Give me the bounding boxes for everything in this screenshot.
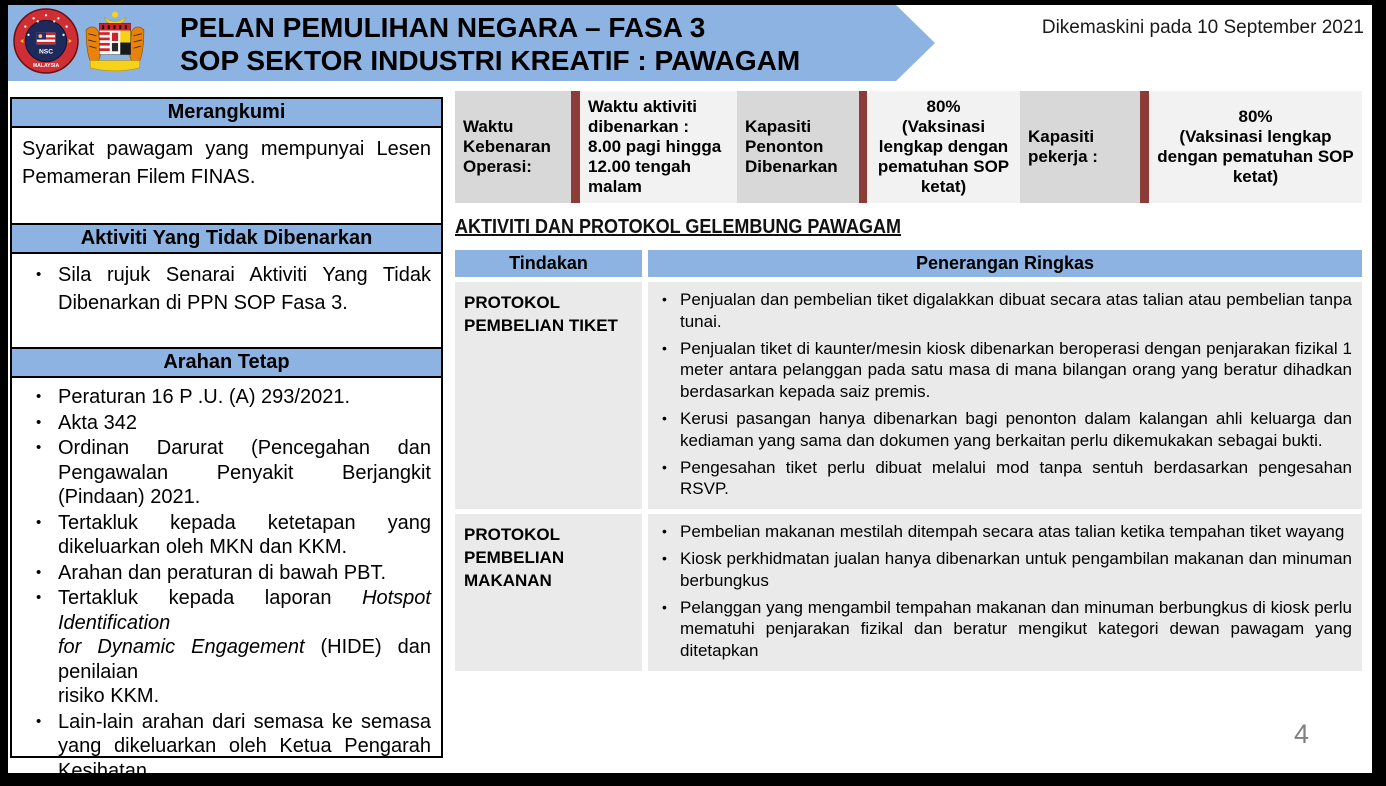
table-row-points	[648, 514, 1362, 671]
table-row-action: PROTOKOL PEMBELIAN MAKANAN	[455, 514, 642, 671]
updated-date-label: Dikemaskini pada 10 September 2021	[1041, 17, 1364, 38]
operating-hours-value-line1: Waktu aktiviti dibenarkan :	[588, 97, 697, 136]
audience-capacity-note: (Vaksinasi lengkap dengan pematuhan SOP ketat)	[877, 117, 1010, 196]
list-item: • Penjualan tiket di kaunter/mesin kiosk dibenarkan beroperasi dengan penjarakan fizikal 1 meter antara pelanggan pada satu masa di mana bilangan orang yang beratur dihadkan berdasarkan kepada saiz premis.	[652, 338, 1352, 403]
sidebar-body-merangkumi	[12, 128, 441, 223]
page-number: 4	[1294, 719, 1310, 749]
sidebar-header-merangkumi: Merangkumi	[12, 99, 441, 128]
audience-capacity-label: Kapasiti Penonton Dibenarkan	[737, 91, 859, 203]
list-item: • Kerusi pasangan hanya dibenarkan bagi penonton dalam kalangan ahli keluarga dan kediaman yang sama dan dokumen yang berkaitan perlu dikemukakan sebagai bukti.	[652, 408, 1352, 452]
list-item: • Pengesahan tiket perlu dibuat melalui mod tanpa sentuh berdasarkan pengesahan RSVP.	[652, 457, 1352, 501]
sidebar-body-arahan-tetap	[12, 378, 441, 784]
table-row-action: PROTOKOL PEMBELIAN TIKET	[455, 282, 642, 509]
arahan-tetap-bullet-list	[22, 385, 431, 783]
list-item: • Pembelian makanan mestilah ditempah secara atas talian ketika tempahan tiket wayang	[652, 521, 1352, 543]
list-item: • Arahan dan peraturan di bawah PBT.	[22, 561, 431, 586]
red-separator	[859, 91, 867, 203]
list-item: • Kiosk perkhidmatan jualan hanya dibenarkan untuk pengambilan makanan dan minuman berbungkus	[652, 548, 1352, 592]
list-item: • Penjualan dan pembelian tiket digalakkan dibuat secara atas talian atau pembelian tanpa tunai.	[652, 289, 1352, 333]
sidebar-header-aktiviti-tidak-dibenarkan: Aktiviti Yang Tidak Dibenarkan	[12, 223, 441, 254]
points-list	[652, 521, 1352, 662]
malaysia-coat-of-arms-icon	[82, 9, 148, 75]
audience-capacity-percent: 80%	[926, 97, 961, 116]
hide-tail: risiko KKM.	[58, 685, 160, 707]
list-item: • Lain-lain arahan dari semasa ke semasa yang dikeluarkan oleh Ketua Pengarah Kesihatan.	[22, 710, 431, 784]
page-title	[180, 11, 800, 77]
list-item: • Tertakluk kepada ketetapan yang dikeluarkan oleh MKN dan KKM.	[22, 511, 431, 560]
hide-italic1: Hotspot Identification	[58, 587, 431, 634]
table-row-points	[648, 282, 1362, 509]
audience-capacity-value	[867, 91, 1020, 203]
worker-capacity-note: (Vaksinasi lengkap dengan pematuhan SOP ketat)	[1157, 127, 1354, 186]
hide-mid: (HIDE) dan penilaian	[58, 636, 431, 683]
list-item: • Sila rujuk Senarai Aktiviti Yang Tidak Dibenarkan di PPN SOP Fasa 3.	[22, 261, 431, 317]
table-header-penerangan: Penerangan Ringkas	[648, 250, 1362, 277]
sidebar-header-arahan-tetap: Arahan Tetap	[12, 347, 441, 378]
list-item: • Peraturan 16 P .U. (A) 293/2021.	[22, 385, 431, 410]
aktiviti-bullet-list	[22, 261, 431, 317]
nsc-badge-icon	[13, 8, 79, 74]
svg-text:MALAYSIA: MALAYSIA	[32, 62, 60, 69]
info-strip	[455, 91, 1362, 203]
hide-italic2: for Dynamic Engagement	[58, 636, 305, 658]
list-item: • Pelanggan yang mengambil tempahan makanan dan minuman berbungkus di kiosk perlu mematuhi penjarakan fizikal dan beratur mengikut kategori dewan pawagam yang ditetapkan	[652, 597, 1352, 662]
worker-capacity-percent: 80%	[1238, 107, 1273, 126]
operating-hours-label: Waktu Kebenaran Operasi:	[455, 91, 571, 203]
section-heading: AKTIVITI DAN PROTOKOL GELEMBUNG PAWAGAM	[455, 216, 902, 238]
points-list	[652, 289, 1352, 500]
list-item: • Ordinan Darurat (Pencegahan dan Pengawalan Penyakit Berjangkit (Pindaan) 2021.	[22, 436, 431, 510]
red-separator	[571, 91, 580, 203]
hide-pre: Tertakluk kepada laporan	[58, 587, 363, 609]
list-item: • Akta 342	[22, 411, 431, 436]
page-title-line2: SOP SEKTOR INDUSTRI KREATIF : PAWAGAM	[180, 45, 801, 76]
list-item-hide	[22, 586, 431, 709]
operating-hours-value-line2: 8.00 pagi hingga 12.00 tengah malam	[588, 137, 722, 196]
sidebar-body-aktiviti	[12, 254, 441, 347]
sidebar	[10, 97, 443, 782]
slide-canvas	[8, 5, 1372, 782]
protocol-table	[455, 250, 1362, 671]
worker-capacity-value	[1149, 91, 1362, 203]
merangkumi-paragraph: Syarikat pawagam yang mempunyai Lesen Pemameran Filem FINAS.	[22, 138, 431, 188]
worker-capacity-label: Kapasiti pekerja :	[1020, 91, 1140, 203]
operating-hours-value	[580, 91, 737, 203]
nsc-flag-icon	[37, 33, 56, 44]
red-separator	[1140, 91, 1149, 203]
svg-text:NSC: NSC	[38, 48, 54, 56]
page-title-line1: PELAN PEMULIHAN NEGARA – FASA 3	[180, 12, 706, 43]
table-header-tindakan: Tindakan	[455, 250, 642, 277]
